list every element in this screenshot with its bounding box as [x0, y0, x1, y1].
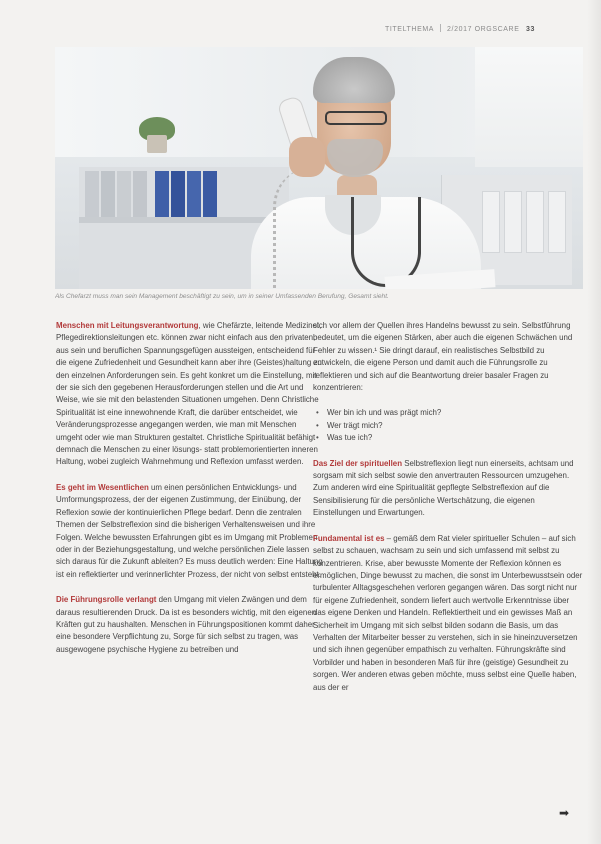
paragraph-lead: Fundamental ist es — [313, 533, 385, 543]
paragraph-text: sich vor allem der Quellen ihres Handelns bewusst zu sein. Selbstführung bedeutet, um die eigenen Stärken, aber auch die eigenen Schwächen und Fehler zu wissen.¹ Sie dringt darauf, ein realistisches Selbstbild zu entwickeln, die eigene Person und damit auch die Führungsrolle zu reflektieren und sich auf die Beantwortung dreier basaler Fragen zu konzentrieren: — [313, 321, 573, 393]
page-edge — [587, 0, 601, 844]
photo-binder — [85, 171, 99, 217]
paragraph — [56, 320, 324, 469]
paragraph-text: – gemäß dem Rat vieler spiritueller Schulen – auf sich selbst zu schauen, wachsam zu sein und sich umfassend mit selbst zu konzentrieren. Krise, aber bewusste Momente der Reflexion können es ermöglichen, Dinge bewusst zu machen, die sonst im Unterbewusstsein oder turbulenter Alltagsgeschehen verloren gegangen wären. Das sorgt nicht nur für eigene Zufriedenheit, sondern liefert auch wertvolle Erkenntnisse über das eigene Denken und Handeln. Reflektiertheit und ein gewisses Maß an Sicherheit im Umgang mit sich selbst bilden sodann die Basis, um das Verhalten der Mitarbeiter besser zu verstehen, sich in sie hineinzuversetzen und sich ihnen gegenüber empathisch zu verhalten. Führungskräfte sind Vorbilder und haben in besonderen Maß für ihre (geistige) Gesundheit zu sorgen. Wer anderen etwas geben möchte, muss selbst eine Quelle haben, aus der er — [313, 533, 583, 692]
photo-cabinet-segment — [504, 191, 522, 253]
paragraph-text: Selbstreflexion liegt nun einerseits, achtsam und sorgsam mit sich selbst sowie den anvertrauten Ressourcen umzugehen. Zum anderen wird eine Spiritualität gepflegte Selbstreflexion auf die Sensibilisierung für die persönliche Wertschätzung, die eigenen Einstellungen und Erwartungen. — [313, 458, 574, 518]
header-journal: 2/2017 ORGSCARE — [447, 26, 520, 33]
doctor-glasses — [325, 111, 387, 125]
question-list — [313, 407, 583, 444]
header-section: TITELTHEMA — [385, 26, 435, 33]
list-item: • Was tue ich? — [313, 432, 583, 444]
photo-binder — [133, 171, 147, 217]
paragraph-lead: Menschen mit Leitungsverantwortung — [56, 321, 199, 330]
photo-binder — [117, 171, 131, 217]
doctor-hand — [289, 137, 325, 177]
header-separator — [440, 24, 441, 32]
right-column — [313, 320, 583, 707]
running-header — [385, 24, 585, 36]
list-item: • Wer bin ich und was prägt mich? — [313, 407, 583, 419]
photo-binder — [203, 171, 217, 217]
photo-cabinet-segment — [548, 191, 566, 253]
phone-cord — [273, 167, 326, 289]
left-column — [56, 320, 324, 669]
paragraph-lead: Die Führungsrolle verlangt — [56, 595, 157, 605]
paragraph-lead: Es geht im Wesentlichen — [56, 482, 149, 492]
paragraph-text: um einen persönlichen Entwicklungs- und Umformungsprozess, der der eigenen Zustimmung, der Einübung, der Reflexion sowie der kontinuierlichen Pflege bedarf. Denn die zentralen Themen der Selbstreflexion sind die bisherigen Verhaltensweisen und ihre Folgen. Welche bewussten Erfahrungen gibt es im Umgang mit Problemen oder in der Beziehungsgestaltung, und welche persönlichen Ziele lassen sich daraus für die Zukunft ableiten? Es muss deutlich werden: Eine Haltung ist ein reflektierter und verinnerlichter Prozess, der nicht von selbst entsteht. — [56, 482, 323, 579]
paragraph — [313, 320, 583, 394]
continue-arrow-icon: ➡ — [559, 806, 570, 820]
paragraph-lead: Das Ziel der spirituellen — [313, 458, 403, 468]
photo-binder — [171, 171, 185, 217]
stethoscope-icon — [351, 197, 421, 287]
paragraph — [313, 458, 583, 520]
photo-window — [475, 47, 583, 167]
page-number: 33 — [526, 26, 536, 33]
paragraph-text: , wie Chefärzte, leitende Medizinet, Pflegedirektionsleitungen etc. können zwar nicht einfach aus den privaten, aus sein und beruflichen Spannungsgefügen aussteigen, entscheidend für die eigene Zufriedenheit und Gesundheit kann aber ihre (Geistes)haltung zu den einzelnen Anforderungen sein. Es geht konkret um die Einstellung, mit der sie sich den gegebenen Herausforderungen stellen und die Art und Weise, wie sie mit den belastenden Situationen umgehen. Denn Christliche Spiritualität ist eine innewohnende Kraft, die darüber entscheidet, wie Veränderungsprozesse angegangen werden, wie man mit Menschen umgeht oder wie man Strukturen gestaltet. Christliche Spiritualität befähigt demnach die Menschen zu einer lösungs- statt problemorientierten inneren Haltung, wobei zugleich Wahrnehmung und Reflexion umfasst werden. — [56, 321, 322, 467]
photo-cabinet-segment — [482, 191, 500, 253]
paragraph — [56, 482, 324, 581]
photo-binder — [101, 171, 115, 217]
list-item: • Wer trägt mich? — [313, 420, 583, 432]
photo-cabinet-segment — [526, 191, 544, 253]
photo-binder — [187, 171, 201, 217]
paragraph-text: den Umgang mit vielen Zwängen und dem daraus resultierenden Druck. Da ist es besonders wichtig, mit den eigenen Kräften gut zu haushalten. Menschen in Führungspositionen kommt daher eine besondere Verpflichtung zu, Sorge für sich selbst zu tragen, was ausgewogene psychische Hygiene zu betreiben und — [56, 595, 317, 654]
paragraph — [56, 594, 324, 656]
photo-caption: Als Chefarzt muss man sein Management beschäftigt zu sein, um in seiner Umfassenden Berufung, Gesamt sieht. — [55, 293, 389, 300]
article-photo — [55, 47, 583, 289]
photo-plant-pot — [147, 135, 167, 153]
photo-binder — [155, 171, 169, 217]
paragraph — [313, 533, 583, 694]
photo-shelf-board — [79, 217, 289, 223]
